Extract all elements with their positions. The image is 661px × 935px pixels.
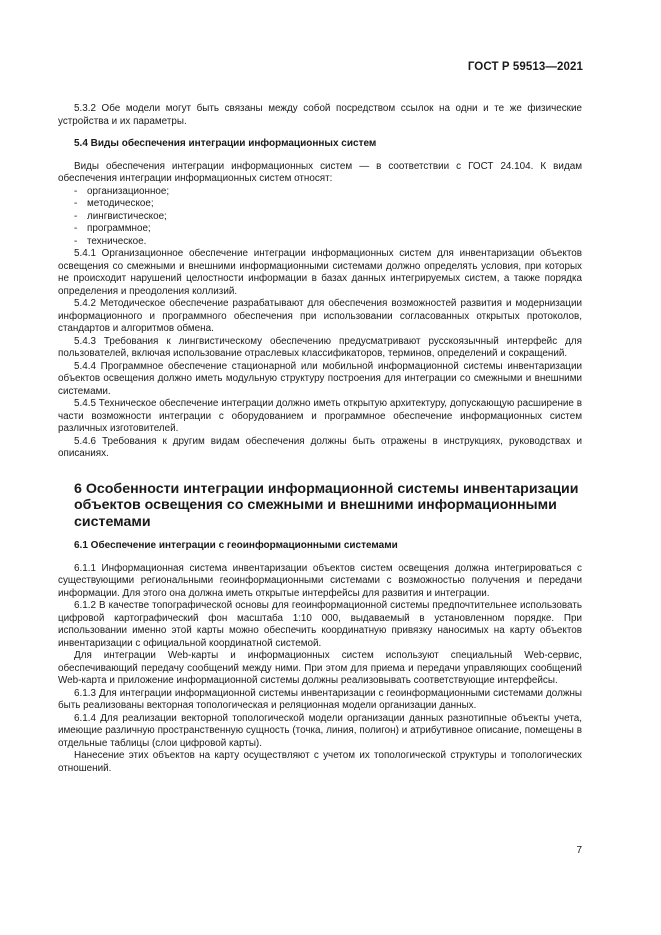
paragraph-5-4-4: 5.4.4 Программное обеспечение стационарной или мобильной информационной системы инвентаризации объектов освещения должно иметь модульную структуру построения для интеграции со смежными и внешними системами.	[58, 360, 582, 397]
paragraph-5-4-1: 5.4.1 Организационное обеспечение интеграции информационных систем для инвентаризации объектов освещения со смежными и внешними информационными системами должно определять условия, при которых не происходит нарушений целостности информации в базах данных интегрируемых систем, а также порядка определения и преодоления коллизий.	[58, 248, 582, 297]
bullet-mark: -	[74, 185, 78, 197]
bullet-mark: -	[74, 210, 78, 222]
paragraph-6-1-2-web: Для интеграции Web-карты и информационных систем используют специальный Web-сервис, обеспечивающий передачу сообщений между ними. При этом для приема и передачи управляющих сообщений Web-карта и приложение информационной системы должны реализовывать соответствующие интерфейсы.	[58, 650, 582, 686]
document-body	[58, 103, 582, 775]
paragraph-6-1-4-map: Нанесение этих объектов на карту осуществляют с учетом их топологической структуры и топологических отношений.	[58, 750, 582, 774]
paragraph-6-1-3: 6.1.3 Для интеграции информационной системы инвентаризации с геоинформационными системами должны быть реализованы векторная топологическая и реляционная модели организации данных.	[58, 687, 582, 711]
list-item	[58, 236, 582, 249]
list-item	[58, 198, 582, 211]
section-heading-6-1: 6.1 Обеспечение интеграции с геоинформационными системами	[74, 540, 398, 551]
paragraph-5-4-intro: Виды обеспечения интеграции информационных систем — в соответствии с ГОСТ 24.104. К видам обеспечения интеграции информационных систем относят:	[58, 160, 582, 184]
list-item	[58, 186, 582, 199]
paragraph-6-1-4: 6.1.4 Для реализации векторной топологической модели организации данных разнотипные объекты учета, имеющие различную пространственную сущность (точка, линия, полигон) и атрибутивное описание, помещены в отдельные таблицы (слои цифровой карты).	[58, 712, 582, 749]
paragraph-5-4-5: 5.4.5 Техническое обеспечение интеграции должно иметь открытую архитектуру, допускающую расширение в части возможности интеграции с оборудованием и программное обеспечение информационных систем различных изготовителей.	[58, 398, 582, 434]
list-item-text: программное;	[87, 223, 151, 234]
paragraph-6-1-2: 6.1.2 В качестве топографической основы для геоинформационной системы предпочтительнее использовать цифровой картографический фон масштаба 1:10 000, выдаваемый в установленном порядке. При использовании именно этой карты можно обеспечить координатную привязку наносимых на карту объектов инвентаризации с официальной координатной системой.	[58, 600, 582, 649]
paragraph-5-4-2: 5.4.2 Методическое обеспечение разрабатывают для обеспечения возможностей развития и модернизации информационного и программного обеспечения при использовании согласованных открытых протоколов, стандартов и алгоритмов обмена.	[58, 298, 582, 334]
list-item-text: лингвистическое;	[87, 210, 167, 222]
section-heading-5-4: 5.4 Виды обеспечения интеграции информационных систем	[74, 138, 377, 149]
bullet-mark: -	[74, 235, 78, 247]
list-item	[58, 211, 582, 224]
list-item-text: организационное;	[87, 185, 170, 197]
document-code: ГОСТ Р 59513—2021	[467, 61, 583, 73]
chapter-heading-6: 6 Особенности интеграции информационной системы инвентаризации объектов освещения со смежными и внешними информационными системами	[74, 480, 579, 530]
bullet-mark: -	[74, 223, 78, 234]
paragraph-5-4-6: 5.4.6 Требования к другим видам обеспечения должны быть отражены в инструкциях, руководствах и описаниях.	[58, 435, 582, 459]
list-item-text: методическое;	[87, 198, 154, 209]
paragraph-5-4-3: 5.4.3 Требования к лингвистическому обеспечению предусматривают русскоязычный интерфейс для пользователей, включая использование отраслевых классификаторов, терминов, определений и сокращений.	[58, 335, 582, 359]
page-number: 7	[576, 845, 582, 856]
paragraph-6-1-1: 6.1.1 Информационная система инвентаризации объектов систем освещения должна интегрироваться с существующими региональными геоинформационными системами с возможностью получения и передачи информации. Для этого она должна иметь открытые интерфейсы для развития и интеграции.	[58, 562, 582, 599]
list-item	[58, 223, 582, 236]
bullet-mark: -	[74, 198, 78, 209]
list-item-text: техническое.	[87, 235, 147, 247]
paragraph-5-3-2: 5.3.2 Обе модели могут быть связаны между собой посредством ссылок на одни и те же физические устройства и их параметры.	[58, 103, 582, 127]
